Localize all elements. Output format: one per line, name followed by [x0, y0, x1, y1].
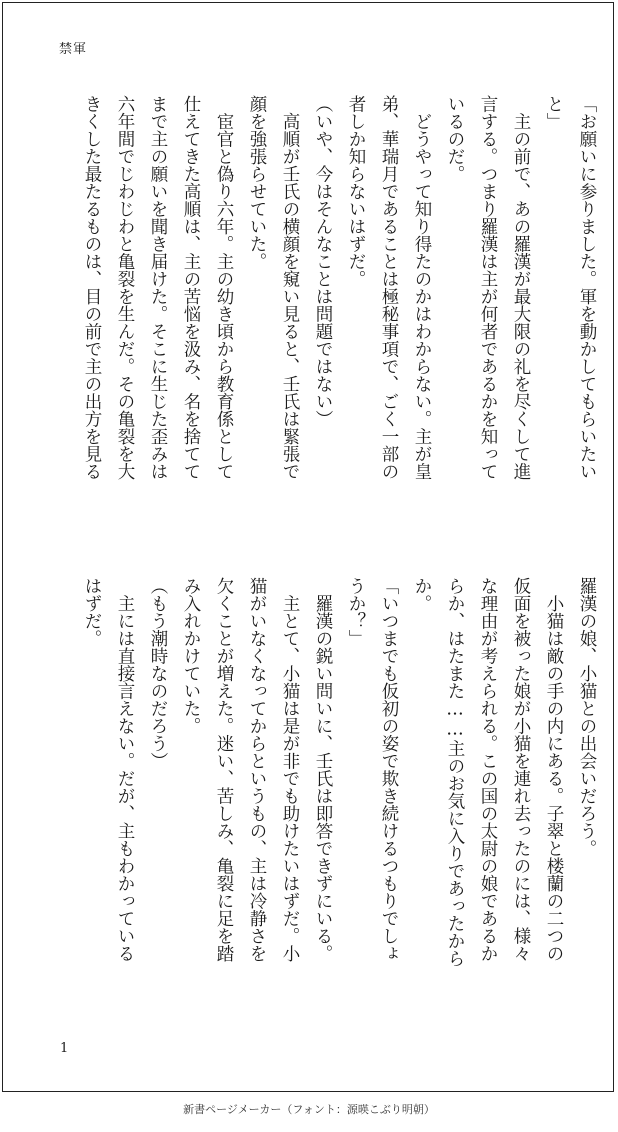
text-column: と」	[544, 95, 564, 130]
text-column: 「お願いに参りました。軍を動かしてもらいたい	[577, 95, 597, 480]
lower-text-block	[82, 577, 597, 1017]
text-column: 小猫は敵の手の内にある。子翠と楼蘭の二つの	[544, 577, 564, 962]
text-column: 主とて、小猫は是が非でも助けたいはずだ。小	[280, 577, 300, 962]
footer-credit: 新書ページメーカー（フォント：源暎こぶり明朝）	[183, 1103, 435, 1116]
text-column: 欠くことが増えた。迷い、苦しみ、亀裂に足を踏	[214, 577, 234, 962]
text-column: 言する。つまり羅漢は主が何者であるかを知って	[478, 95, 498, 480]
text-column: 宦官と偽り六年。主の幼き頃から教育係として	[214, 95, 234, 480]
text-column: み入れかけていた。	[181, 577, 201, 735]
text-column: 弟、華瑞月であることは極秘事項で、ごく一部の	[379, 95, 399, 480]
text-column: まで主の願いを聞き届けた。そこに生じた歪みは	[148, 95, 168, 480]
text-column: いるのだ。	[445, 95, 465, 183]
text-column: な理由が考えられる。この国の太尉の娘であるか	[478, 577, 498, 962]
text-column: か。	[412, 577, 432, 612]
running-title: 禁軍	[59, 42, 88, 57]
text-column: 仮面を被った娘が小猫を連れ去ったのには、様々	[511, 577, 531, 962]
text-column: きくした最たるものは、目の前で主の出方を見る	[82, 95, 102, 480]
page-number: 1	[60, 1041, 69, 1056]
text-column: 主の前で、あの羅漢が最大限の礼を尽くして進	[511, 95, 531, 480]
text-column: 顔を強張らせていた。	[247, 95, 267, 270]
text-column: （いや、今はそんなことは問題ではない）	[313, 95, 333, 428]
text-column: 「いつまでも仮初の姿で欺き続けるつもりでしょ	[379, 577, 399, 962]
text-column: らか、はたまた……主のお気に入りであったから	[445, 577, 465, 967]
upper-text-block	[82, 95, 597, 533]
text-column: 高順が壬氏の横顔を窺い見ると、壬氏は緊張で	[280, 95, 300, 480]
book-page	[2, 2, 614, 1092]
text-column: 六年間でじわじわと亀裂を生んだ。その亀裂を大	[115, 95, 135, 480]
text-column: 猫がいなくなってからというもの、主は冷静さを	[247, 577, 267, 962]
text-column: 羅漢の鋭い問いに、壬氏は即答できずにいる。	[313, 577, 333, 962]
text-column: 主には直接言えない。だが、主もわかっている	[115, 577, 135, 962]
text-column: どうやって知り得たのかはわからない。主が皇	[412, 95, 432, 480]
text-column: 者しか知らないはずだ。	[346, 95, 366, 288]
text-column: うか？」	[346, 577, 366, 647]
text-column: 仕えてきた高順は、主の苦悩を汲み、名を捨てて	[181, 95, 201, 480]
text-column: （もう潮時なのだろう）	[148, 577, 168, 770]
text-column: はずだ。	[82, 577, 102, 647]
text-column: 羅漢の娘、小猫との出会いだろう。	[577, 577, 597, 857]
